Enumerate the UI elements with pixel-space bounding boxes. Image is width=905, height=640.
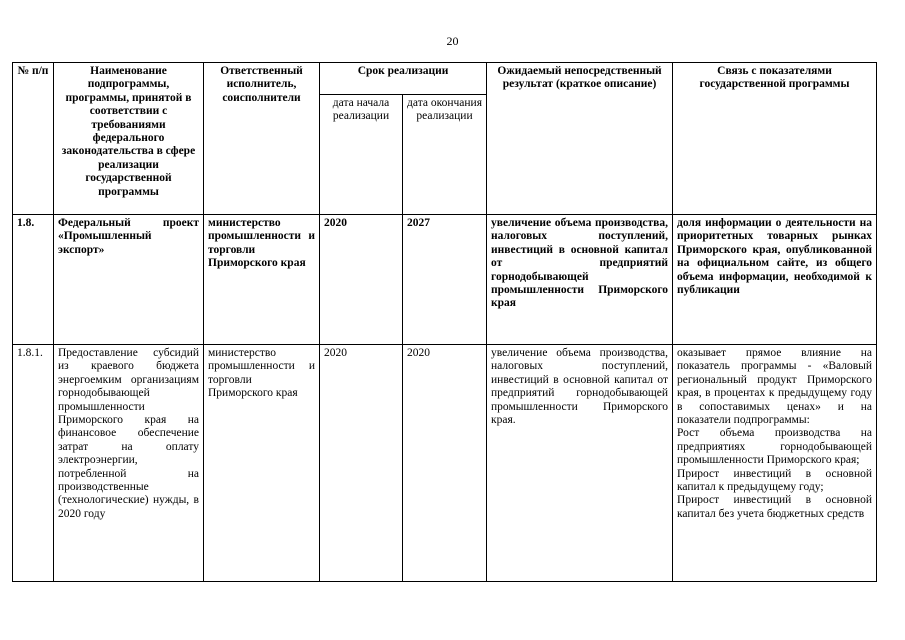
- row-link-paragraph: оказывает прямое влияние на показатель программы - «Валовый региональный продукт Приморского края, в процентах к предыдущему году в сопоставимых ценах» и на показатели подпрограммы:: [677, 347, 873, 427]
- row-end: 2020: [403, 345, 487, 582]
- row-number: 1.8.1.: [13, 345, 54, 582]
- row-link: [673, 345, 877, 582]
- header-name: Наименование подпрограммы, программы, принятой в соответствии с требованиями федерального законодательства в сфере реализации государственной программы: [54, 63, 204, 215]
- row-executor: министерство промышленности и торговли Приморского края: [204, 345, 320, 582]
- row-link-paragraph: Прирост инвестиций в основной капитал к предыдущему году;: [677, 467, 873, 494]
- header-start: дата начала реализации: [320, 95, 403, 215]
- row-link-paragraph: Прирост инвестиций в основной капитал без учета бюджетных средств: [677, 494, 873, 520]
- table-row: [13, 215, 877, 345]
- header-end: дата окончания реализации: [403, 95, 487, 215]
- table-row: [13, 345, 877, 582]
- row-executor: министерство промышленности и торговли Приморского края: [204, 215, 320, 345]
- program-table: [12, 62, 877, 582]
- row-link: доля информации о деятельности на приоритетных товарных рынках Приморского края, опубликованной на официальном сайте, из общего объема информации, необходимой к публикации: [673, 215, 877, 345]
- header-link: Связь с показателями государственной программы: [673, 63, 877, 215]
- row-name: Федеральный проект «Промышленный экспорт»: [54, 215, 204, 345]
- row-end: 2027: [403, 215, 487, 345]
- header-executor: Ответственный исполнитель, соисполнители: [204, 63, 320, 215]
- header-num: № п/п: [13, 63, 54, 215]
- header-result: Ожидаемый непосредственный результат (краткое описание): [487, 63, 673, 215]
- header-period: Срок реализации: [320, 63, 487, 95]
- page-number: 20: [446, 34, 459, 48]
- row-result: увеличение объема производства, налоговых поступлений, инвестиций в основной капитал от предприятий горнодобывающей промышленности Приморского края.: [487, 345, 673, 582]
- row-name: Предоставление субсидий из краевого бюджета энергоемким организациям горнодобывающей промышленности Приморского края на финансовое обеспечение затрат на оплату электроэнергии, потребленной на производственные (технологические) нужды, в 2020 году: [54, 345, 204, 582]
- header-row: [13, 63, 877, 95]
- row-link-paragraph: Рост объема производства на предприятиях горнодобывающей промышленности Приморского края;: [677, 427, 873, 467]
- row-start: 2020: [320, 345, 403, 582]
- row-start: 2020: [320, 215, 403, 345]
- row-number: 1.8.: [13, 215, 54, 345]
- row-result: увеличение объема производства, налоговых поступлений, инвестиций в основной капитал от предприятий горнодобывающей промышленности Приморского края: [487, 215, 673, 345]
